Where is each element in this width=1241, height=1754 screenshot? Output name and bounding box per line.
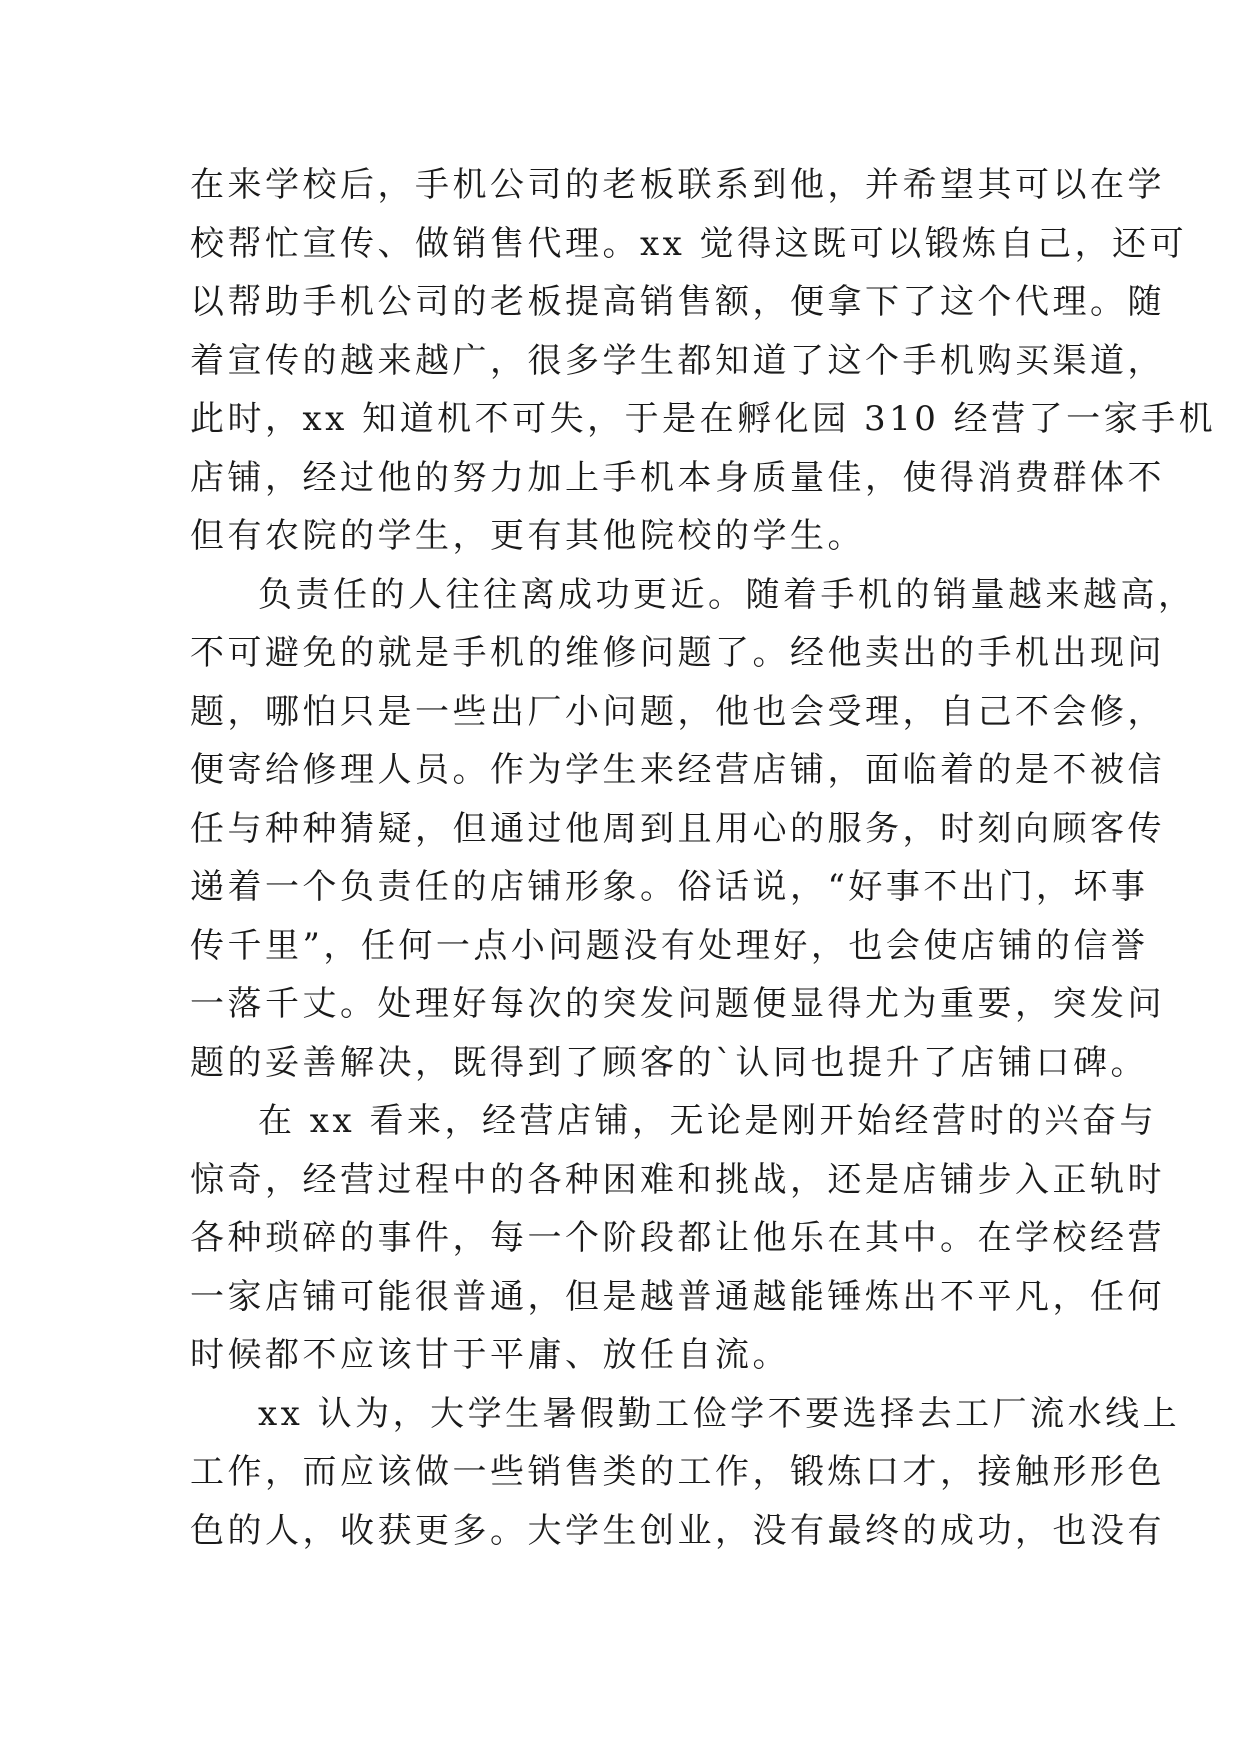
text-line: 递着一个负责任的店铺形象。俗话说，“好事不出门，坏事	[190, 867, 1149, 907]
text-line: 在来学校后，手机公司的老板联系到他，并希望其可以在学	[190, 165, 1165, 205]
text-line: 在 xx 看来，经营店铺，无论是刚开始经营时的兴奋与	[258, 1101, 1157, 1141]
text-line: 着宣传的越来越广，很多学生都知道了这个手机购买渠道，	[190, 340, 1165, 381]
text-line: 以帮助手机公司的老板提高销售额，便拿下了这个代理。随	[190, 282, 1165, 322]
text-line: 惊奇，经营过程中的各种困难和挑战，还是店铺步入正轨时	[190, 1159, 1165, 1200]
text-line: 题，哪怕只是一些出厂小问题，他也会受理，自己不会修，	[190, 691, 1165, 732]
text-line: 不可避免的就是手机的维修问题了。经他卖出的手机出现问	[190, 633, 1165, 673]
text-line: 一落千丈。处理好每次的突发问题便显得尤为重要，突发问	[190, 984, 1165, 1024]
text-line: 校帮忙宣传、做销售代理。xx 觉得这既可以锻炼自己，还可	[190, 223, 1188, 264]
text-line: 任与种种猜疑，但通过他周到且用心的服务，时刻向顾客传	[190, 808, 1165, 849]
paragraph-3	[190, 1092, 1165, 1385]
body-text	[190, 156, 1217, 1560]
paragraph-1	[190, 156, 1217, 566]
text-line: xx 认为，大学生暑假勤工俭学不要选择去工厂流水线上	[258, 1393, 1181, 1434]
text-line: 传千里”，任何一点小问题没有处理好，也会使店铺的信誉	[190, 925, 1149, 966]
text-line: 此时，xx 知道机不可失，于是在孵化园 310 经营了一家手机	[190, 399, 1217, 439]
text-line: 工作，而应该做一些销售类的工作，锻炼口才，接触形形色	[190, 1452, 1165, 1492]
paragraph-2	[190, 566, 1196, 1093]
text-line: 各种琐碎的事件，每一个阶段都让他乐在其中。在学校经营	[190, 1218, 1165, 1258]
text-line: 题的妥善解决，既得到了顾客的`认同也提升了店铺口碑。	[190, 1042, 1148, 1083]
text-line: 一家店铺可能很普通，但是越普通越能锤炼出不平凡，任何	[190, 1276, 1165, 1317]
paragraph-4	[190, 1385, 1181, 1561]
text-line: 店铺，经过他的努力加上手机本身质量佳，使得消费群体不	[190, 457, 1165, 498]
text-line: 色的人，收获更多。大学生创业，没有最终的成功，也没有	[190, 1510, 1165, 1551]
text-line: 时候都不应该甘于平庸、放任自流。	[190, 1335, 790, 1375]
text-line: 负责任的人往往离成功更近。随着手机的销量越来越高，	[258, 574, 1196, 615]
text-line: 便寄给修理人员。作为学生来经营店铺，面临着的是不被信	[190, 750, 1165, 790]
text-line: 但有农院的学生，更有其他院校的学生。	[190, 516, 865, 556]
